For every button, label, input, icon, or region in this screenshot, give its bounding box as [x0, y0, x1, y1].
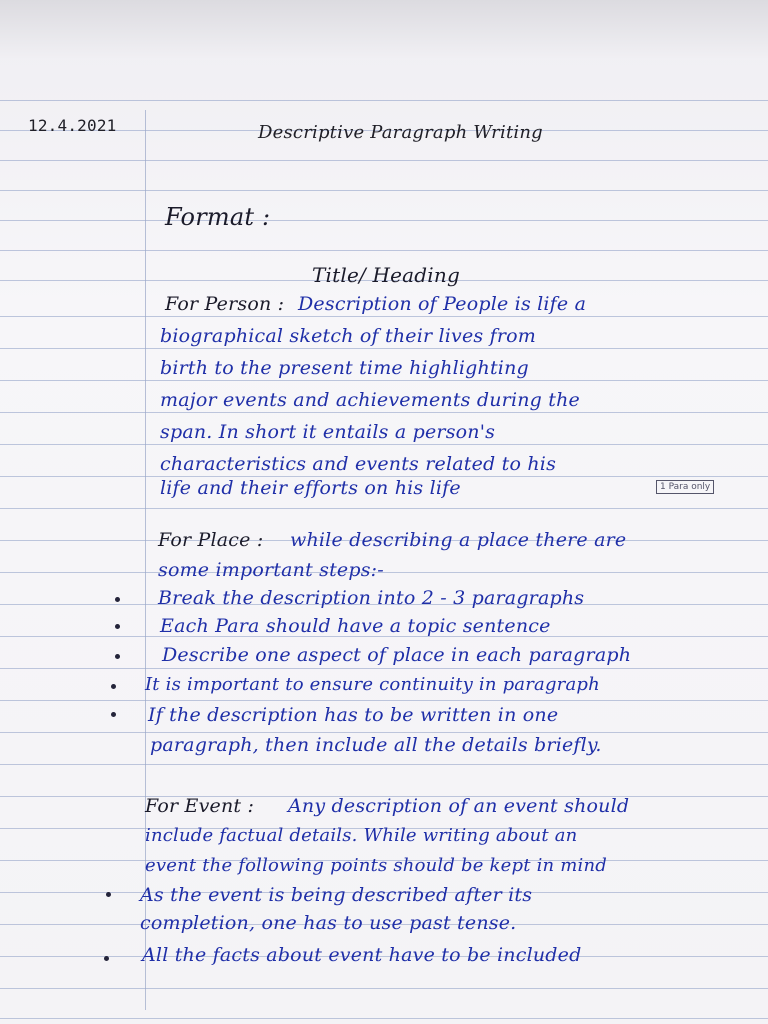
event-line: include factual details. While writing about an [145, 825, 578, 846]
event-bullet-item: As the event is being described after its [140, 884, 533, 906]
place-bullet-item: Break the description into 2 - 3 paragraphs [158, 587, 585, 609]
format-label: Format : [165, 203, 271, 231]
event-bullet-item: All the facts about event have to be included [142, 944, 582, 966]
one-para-note: 1 Para only [656, 480, 714, 494]
place-bullet-item: Describe one aspect of place in each paragraph [162, 644, 632, 666]
bullet [115, 597, 120, 602]
event-line: event the following points should be kept in mind [145, 855, 607, 876]
bullet [115, 624, 120, 629]
place-line: while describing a place there are [290, 529, 627, 551]
page-title: Descriptive Paragraph Writing [258, 122, 543, 143]
person-line: major events and achievements during the [160, 389, 580, 411]
place-bullet-item: If the description has to be written in one [148, 704, 559, 726]
date: 12.4.2021 [28, 116, 117, 135]
person-label: For Person : [165, 293, 285, 315]
bullet [115, 654, 120, 659]
event-line: Any description of an event should [288, 795, 630, 817]
title-heading: Title/ Heading [312, 263, 460, 287]
bullet [106, 892, 111, 897]
bullet [111, 684, 116, 689]
person-line: biographical sketch of their lives from [160, 325, 536, 347]
event-label: For Event : [145, 795, 255, 817]
place-bullet-continuation: paragraph, then include all the details briefly. [150, 734, 602, 756]
bullet [104, 956, 109, 961]
bullet [111, 712, 116, 717]
place-bullet-item: It is important to ensure continuity in paragraph [145, 674, 600, 695]
event-bullet-continuation: completion, one has to use past tense. [140, 912, 517, 934]
place-line: some important steps:- [158, 559, 384, 581]
person-line: life and their efforts on his life [160, 477, 461, 499]
person-line: span. In short it entails a person's [160, 421, 496, 443]
person-line: characteristics and events related to his [160, 453, 557, 475]
place-bullet-item: Each Para should have a topic sentence [160, 615, 551, 637]
person-line: Description of People is life a [298, 293, 587, 315]
place-label: For Place : [158, 529, 264, 551]
person-line: birth to the present time highlighting [160, 357, 529, 379]
